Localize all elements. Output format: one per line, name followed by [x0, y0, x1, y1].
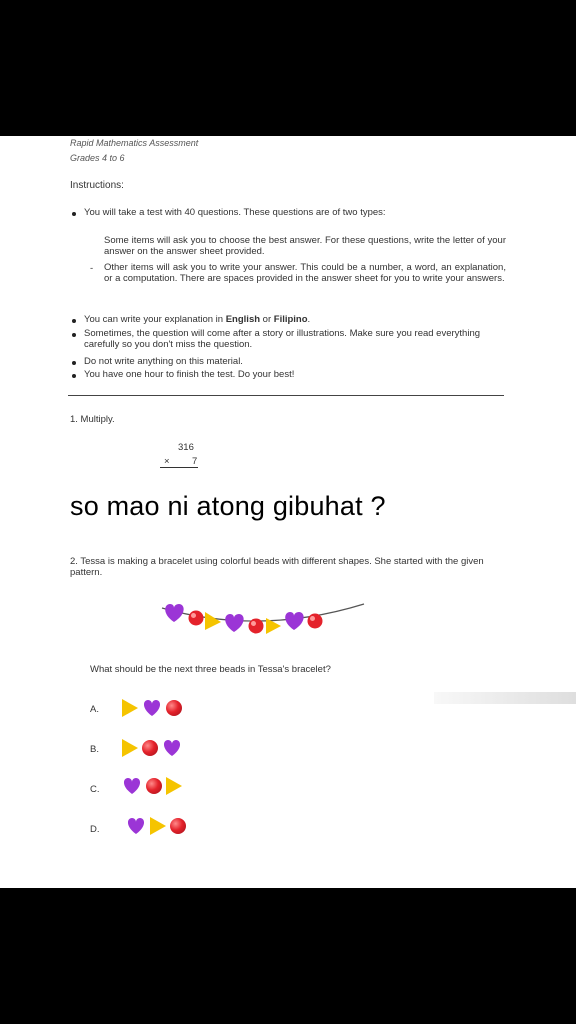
- worksheet-page: [0, 136, 576, 888]
- item-type-choice: Some items will ask you to choose the best answer. For these questions, write the letter of your answer on the answer sheet provided.: [104, 235, 506, 257]
- watermark-overlay: [434, 692, 576, 704]
- yellow-triangle-icon: [150, 817, 166, 835]
- option-b-letter: B.: [90, 744, 99, 755]
- dash-marker: -: [90, 263, 94, 274]
- yellow-triangle-icon: [122, 699, 138, 717]
- yellow-triangle-icon: [122, 739, 138, 757]
- bullet-dot: [72, 374, 76, 378]
- answer-line: [160, 467, 198, 468]
- grade-level: Grades 4 to 6: [70, 153, 125, 163]
- red-ball-icon: [146, 778, 162, 794]
- purple-heart-icon: [122, 776, 142, 796]
- multiplier: 7: [192, 456, 198, 467]
- question-2-text: 2. Tessa is making a bracelet using colorful beads with different shapes. She started with the given pattern.: [70, 556, 484, 578]
- purple-heart-icon: [142, 698, 162, 718]
- red-ball-icon: [142, 740, 158, 756]
- purple-heart-icon: [285, 612, 303, 630]
- red-ball-icon: [189, 611, 204, 626]
- option-c-letter: C.: [90, 784, 100, 795]
- section-divider: [68, 395, 504, 396]
- option-b[interactable]: [122, 738, 182, 758]
- option-d-letter: D.: [90, 824, 100, 835]
- yellow-triangle-icon: [205, 612, 221, 630]
- instruction-time-limit: You have one hour to finish the test. Do your best!: [84, 369, 295, 380]
- instruction-read-carefully: Sometimes, the question will come after a story or illustrations. Make sure you read everything carefully so you don't miss the question.: [84, 328, 481, 350]
- question-1-label: 1. Multiply.: [70, 414, 115, 425]
- instructions-title: Instructions:: [70, 180, 124, 191]
- instruction-language: You can write your explanation in English or Filipino.: [84, 314, 311, 325]
- option-c[interactable]: [122, 776, 182, 796]
- bullet-dot: [72, 319, 76, 323]
- option-a[interactable]: [122, 698, 182, 718]
- purple-heart-icon: [165, 604, 183, 622]
- purple-heart-icon: [162, 738, 182, 758]
- red-ball-icon: [166, 700, 182, 716]
- bullet-dot: [72, 212, 76, 216]
- question-2-prompt: What should be the next three beads in Tessa's bracelet?: [90, 664, 331, 675]
- bracelet-pattern: [160, 596, 370, 640]
- bullet-dot: [72, 361, 76, 365]
- red-ball-icon: [170, 818, 186, 834]
- red-ball-icon: [308, 614, 323, 629]
- option-a-letter: A.: [90, 704, 99, 715]
- purple-heart-icon: [126, 816, 146, 836]
- yellow-triangle-icon: [166, 777, 182, 795]
- assessment-title: Rapid Mathematics Assessment: [70, 138, 199, 148]
- option-d[interactable]: [126, 816, 186, 836]
- item-type-write: Other items will ask you to write your answer. This could be a number, a word, an explanation, or a computation. There are spaces provided in the answer sheet for you to write your answers.: [104, 262, 506, 284]
- overlay-caption: so mao ni atong gibuhat ?: [70, 491, 386, 521]
- red-ball-icon: [249, 619, 264, 634]
- purple-heart-icon: [225, 614, 243, 632]
- instruction-no-writing: Do not write anything on this material.: [84, 356, 243, 367]
- instructions-intro: You will take a test with 40 questions. These questions are of two types:: [84, 207, 386, 218]
- multiply-sign: ×: [164, 456, 170, 467]
- multiplicand: 316: [178, 442, 194, 453]
- bullet-dot: [72, 333, 76, 337]
